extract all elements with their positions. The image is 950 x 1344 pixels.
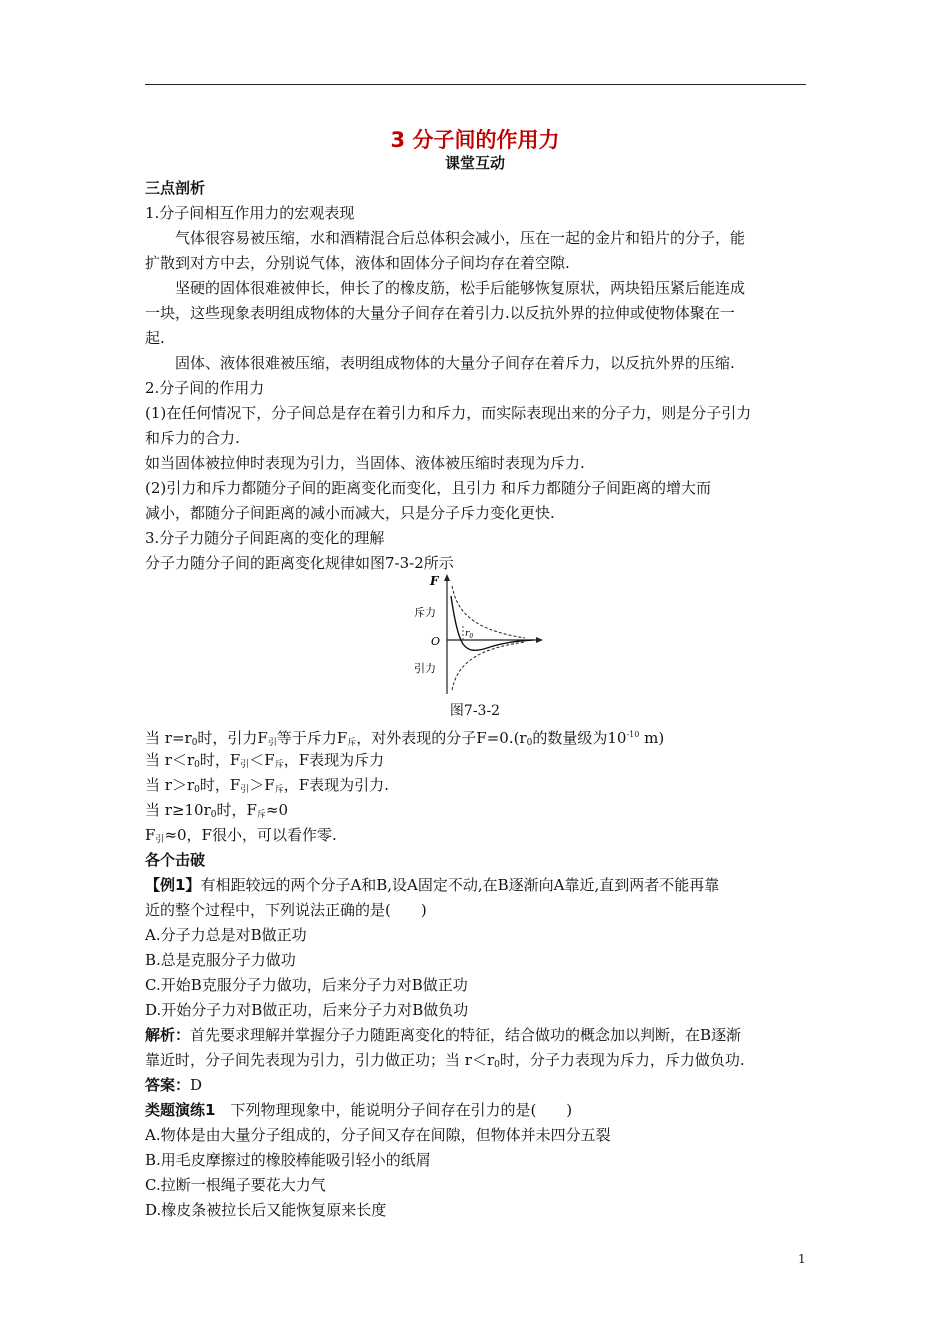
option-b: B.总是克服分子力做功	[145, 951, 296, 969]
option-a: A.分子力总是对B做正功	[145, 926, 307, 944]
solution-line: 解析：首先要求理解并掌握分子力随距离变化的特征，结合做功的概念加以判断，在B逐渐	[145, 1026, 742, 1044]
option-c: C.开始B克服分子力做功，后来分子力对B做正功	[145, 976, 468, 994]
section-heading: 三点剖析	[145, 179, 206, 197]
r-axis-arrow	[536, 637, 543, 643]
attraction-curve	[452, 642, 525, 690]
equation-line: 当 $r\ge 10r_0$时，$F_斥\approx 0$	[145, 801, 289, 820]
page-subtitle: 课堂互动	[444, 154, 505, 172]
practice-question: 类题演练1 下列物理现象中，能说明分子间存在引力的是( )	[145, 1101, 573, 1119]
paragraph-line: 减小，都随分子间距离的减小而减大，只是分子斥力变化更快.	[145, 504, 555, 522]
repulsion-label: 斥力	[414, 606, 436, 619]
paragraph-line: 坚硬的固体很难被伸长，伸长了的橡皮筋，松手后能够恢复原状，两块铅压紧后能连成	[175, 279, 746, 297]
paragraph-line: 分子力随分子间的距离变化规律如图7-3-2所示	[145, 554, 454, 572]
paragraph-line: 气体很容易被压缩，水和酒精混合后总体积会减小，压在一起的金片和铅片的分子，能	[175, 229, 746, 247]
paragraph-heading: 3.分子力随分子间距离的变化的理解	[145, 529, 385, 547]
equation-line: 当 $r>r_0$时，$F_引>F_斥$，F表现为引力.	[145, 776, 389, 795]
equation-line: $F_引\approx 0$，F很小，可以看作零.	[145, 826, 337, 845]
paragraph-line: (2)引力和斥力都随分子间的距离变化而变化，且引力 和斥力都随分子间距离的增大而	[145, 479, 712, 497]
example-question: 【例1】有相距较远的两个分子A和B,设A固定不动,在B逐渐向A靠近,直到两者不能再靠	[145, 876, 720, 894]
figure-caption: 图7-3-2	[449, 703, 501, 719]
paragraph-heading: 2.分子间的作用力	[145, 379, 265, 397]
r0-label: $r_0$	[465, 629, 474, 640]
paragraph-line: 和斥力的合力.	[145, 429, 240, 447]
paragraph-line: 如当固体被拉伸时表现为引力，当固体、液体被压缩时表现为斥力.	[145, 454, 585, 472]
example-question: 近的整个过程中，下列说法正确的是( )	[145, 901, 427, 919]
net-force-curve	[451, 596, 533, 650]
option-b: B.用毛皮摩擦过的橡胶棒能吸引轻小的纸屑	[145, 1151, 431, 1169]
paragraph-line: 扩散到对方中去，分别说气体，液体和固体分子间均存在着空隙.	[145, 254, 570, 272]
paragraph-line: 起.	[145, 329, 165, 347]
page-number: 1	[798, 1252, 806, 1266]
attraction-label: 引力	[414, 662, 436, 675]
force-distance-figure	[405, 572, 550, 697]
section-heading: 各个击破	[145, 851, 206, 869]
option-d: D.橡皮条被拉长后又能恢复原来长度	[145, 1201, 387, 1219]
paragraph-line: 一块，这些现象表明组成物体的大量分子间存在着引力.以反抗外界的拉伸或使物体聚在一	[145, 304, 735, 322]
option-c: C.拉断一根绳子要花大力气	[145, 1176, 326, 1194]
paragraph-line: 固体、液体很难被压缩，表明组成物体的大量分子间存在着斥力，以反抗外界的压缩.	[175, 354, 735, 372]
header-rule	[145, 84, 806, 85]
option-d: D.开始分子力对B做正功，后来分子力对B做负功	[145, 1001, 469, 1019]
f-axis-arrow	[444, 574, 450, 581]
solution-line: 靠近时，分子间先表现为引力，引力做正功；当 $r<r_0$时，分子力表现为斥力，斥力做负功.	[145, 1051, 745, 1070]
page-title: 3 分子间的作用力	[390, 128, 560, 152]
f-axis-label: F	[430, 574, 439, 588]
paragraph-heading: 1.分子间相互作用力的宏观表现	[145, 204, 355, 222]
equation-line: 当 $r<r_0$时，$F_引<F_斥$，F表现为斥力	[145, 751, 385, 770]
origin-label: O	[431, 635, 441, 648]
option-a: A.物体是由大量分子组成的，分子间又存在间隙，但物体并未四分五裂	[145, 1126, 611, 1144]
equation-line: 当 $r=r_0$时，引力$F_引$等于斥力$F_斥$，对外表现的分子$F=0.(r_0$的数量级为$10^{-10}$ m)	[145, 729, 665, 748]
paragraph-line: (1)在任何情况下，分子间总是存在着引力和斥力，而实际表现出来的分子力，则是分子引力	[145, 404, 752, 422]
answer-line: 答案：D	[145, 1076, 203, 1094]
